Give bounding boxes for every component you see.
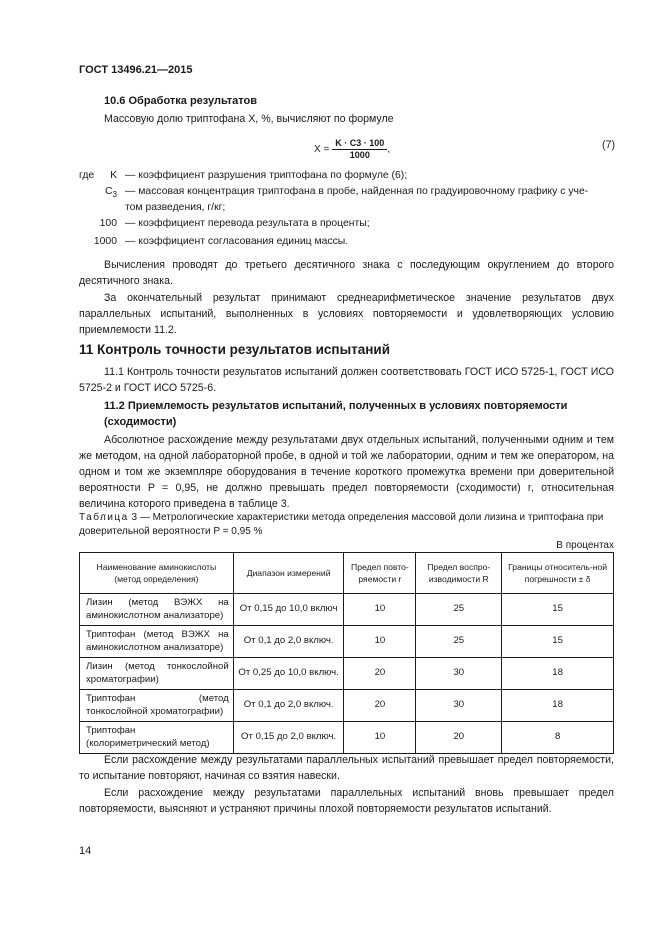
table-row [80,722,614,754]
where-symbol: $C_3$ [105,186,117,200]
formula-lhs: X = [314,143,330,155]
table-cell: От 0,15 до 2,0 включ. [233,722,344,754]
table-cell: Лизин (метод ВЭЖХ на аминокислотном анализаторе) [80,594,234,626]
formula-fraction [332,138,387,161]
table-cell: От 0,1 до 2,0 включ. [233,690,344,722]
table-header-cell: Предел воспро-изводимости R [416,553,502,594]
page-number: 14 [79,845,92,857]
table-caption-text: 3 — Метрологические характеристики метода определения массовой доли лизина и триптофана при доверительной вероятности P = 0,95 % [79,512,604,537]
table-header-cell: Наименование аминокислоты (метод определения) [80,553,234,594]
section-11-title: 11 Контроль точности результатов испытаний [79,342,390,357]
where-symbol: K [110,170,117,181]
metrology-table [79,552,614,754]
where-symbol: 1000 [93,236,117,247]
table-caption-word: Таблица [79,512,129,523]
table-header-row [80,553,614,594]
formula-tail: , [387,143,391,155]
formula-number: (7) [602,139,615,151]
table-cell: Лизин (метод тонкослойной хроматографии) [80,658,234,690]
table-cell: От 0,1 до 2,0 включ. [233,626,344,658]
formula-intro: Массовую долю триптофана X, %, вычисляют по формуле [104,113,394,125]
table-cell: 10 [344,594,416,626]
table-cell: От 0,15 до 10,0 включ [233,594,344,626]
table-cell: Триптофан (метод ВЭЖХ на аминокислотном анализаторе) [80,626,234,658]
formula-denominator: 1000 [349,149,370,160]
table-cell: 25 [416,626,502,658]
table-row [80,626,614,658]
section-10-6-title: 10.6 Обработка результатов [104,95,257,107]
table-cell: 20 [344,690,416,722]
formula-numerator: K · C3 · 100 [332,138,387,150]
table-cell: 18 [502,658,614,690]
formula-expression [314,138,390,161]
paragraph-11-1: 11.1 Контроль точности результатов испытаний должен соответствовать ГОСТ ИСО 5725-1, ГОСТ ИСО 5725-2 и ГОСТ ИСО 5725-6. [79,366,614,394]
table-cell: 8 [502,722,614,754]
table-cell: 20 [416,722,502,754]
paragraph-repeat-test: Если расхождение между результатами параллельных испытаний превышает предел повторяемости, то испытание повторяют, начиная со взятия навески. [79,754,614,782]
where-text: — массовая концентрация триптофана в пробе, найденная по градуировочному графику с уче- [125,186,589,197]
table-cell: 10 [344,626,416,658]
where-word: где [79,170,95,181]
where-text: том разведения, г/кг; [125,202,226,213]
where-symbol: 100 [99,218,117,229]
where-text: — коэффициент согласования единиц массы. [125,236,349,247]
table-row [80,690,614,722]
table-cell: От 0,25 до 10,0 включ. [233,658,344,690]
table-cell: 18 [502,690,614,722]
table-cell: 30 [416,658,502,690]
table-cell: 20 [344,658,416,690]
paragraph-find-causes: Если расхождение между результатами параллельных испытаний вновь превышает предел повторяемости, выясняют и устраняют причины плохой повторяемости результатов испытаний. [79,787,614,815]
table-cell: 30 [416,690,502,722]
table-row [80,658,614,690]
table-header-cell: Диапазон измерений [233,553,344,594]
section-11-2-title: 11.2 Приемлемость результатов испытаний, полученных в условиях повторяемости (сходимости) [104,400,568,428]
document-header: ГОСТ 13496.21—2015 [79,64,193,76]
table-cell: 10 [344,722,416,754]
paragraph-rounding: Вычисления проводят до третьего десятичного знака с последующим округлением до второго десятичного знака. [79,259,614,287]
paragraph-final-result: За окончательный результат принимают среднеарифметическое значение результатов двух параллельных испытаний, выполненных в условиях повторяемости и удовлетворяющих условию приемлемости 11.2. [79,292,614,336]
table-cell: 15 [502,626,614,658]
table-cell: 25 [416,594,502,626]
table-units: В процентах [556,540,614,551]
table-caption [79,511,614,538]
where-text: — коэффициент перевода результата в проценты; [125,218,370,229]
table-cell: Триптофан (метод тонкослойной хроматографии) [80,690,234,722]
table-cell: Триптофан (колориметрический метод) [80,722,234,754]
table-header-cell: Границы относитель-ной погрешности ± δ [502,553,614,594]
formula-7 [300,136,615,166]
where-text: — коэффициент разрушения триптофана по формуле (6); [125,170,408,181]
table-header-cell: Предел повто-ряемости r [344,553,416,594]
where-block [79,168,619,248]
table-cell: 15 [502,594,614,626]
table-row [80,594,614,626]
paragraph-11-2: Абсолютное расхождение между результатами двух отдельных испытаний, полученными одним и тем же методом, на одной лабораторной пробе, в одной и той же лаборатории, одним и тем же оператором, на одном и том же экземпляре оборудования в течение короткого промежутка времени при доверительной вероятности P = 0,95, не должно превышать предел повторяемости (сходимости) r, относительная величина которого приведена в таблице 3. [79,434,614,510]
